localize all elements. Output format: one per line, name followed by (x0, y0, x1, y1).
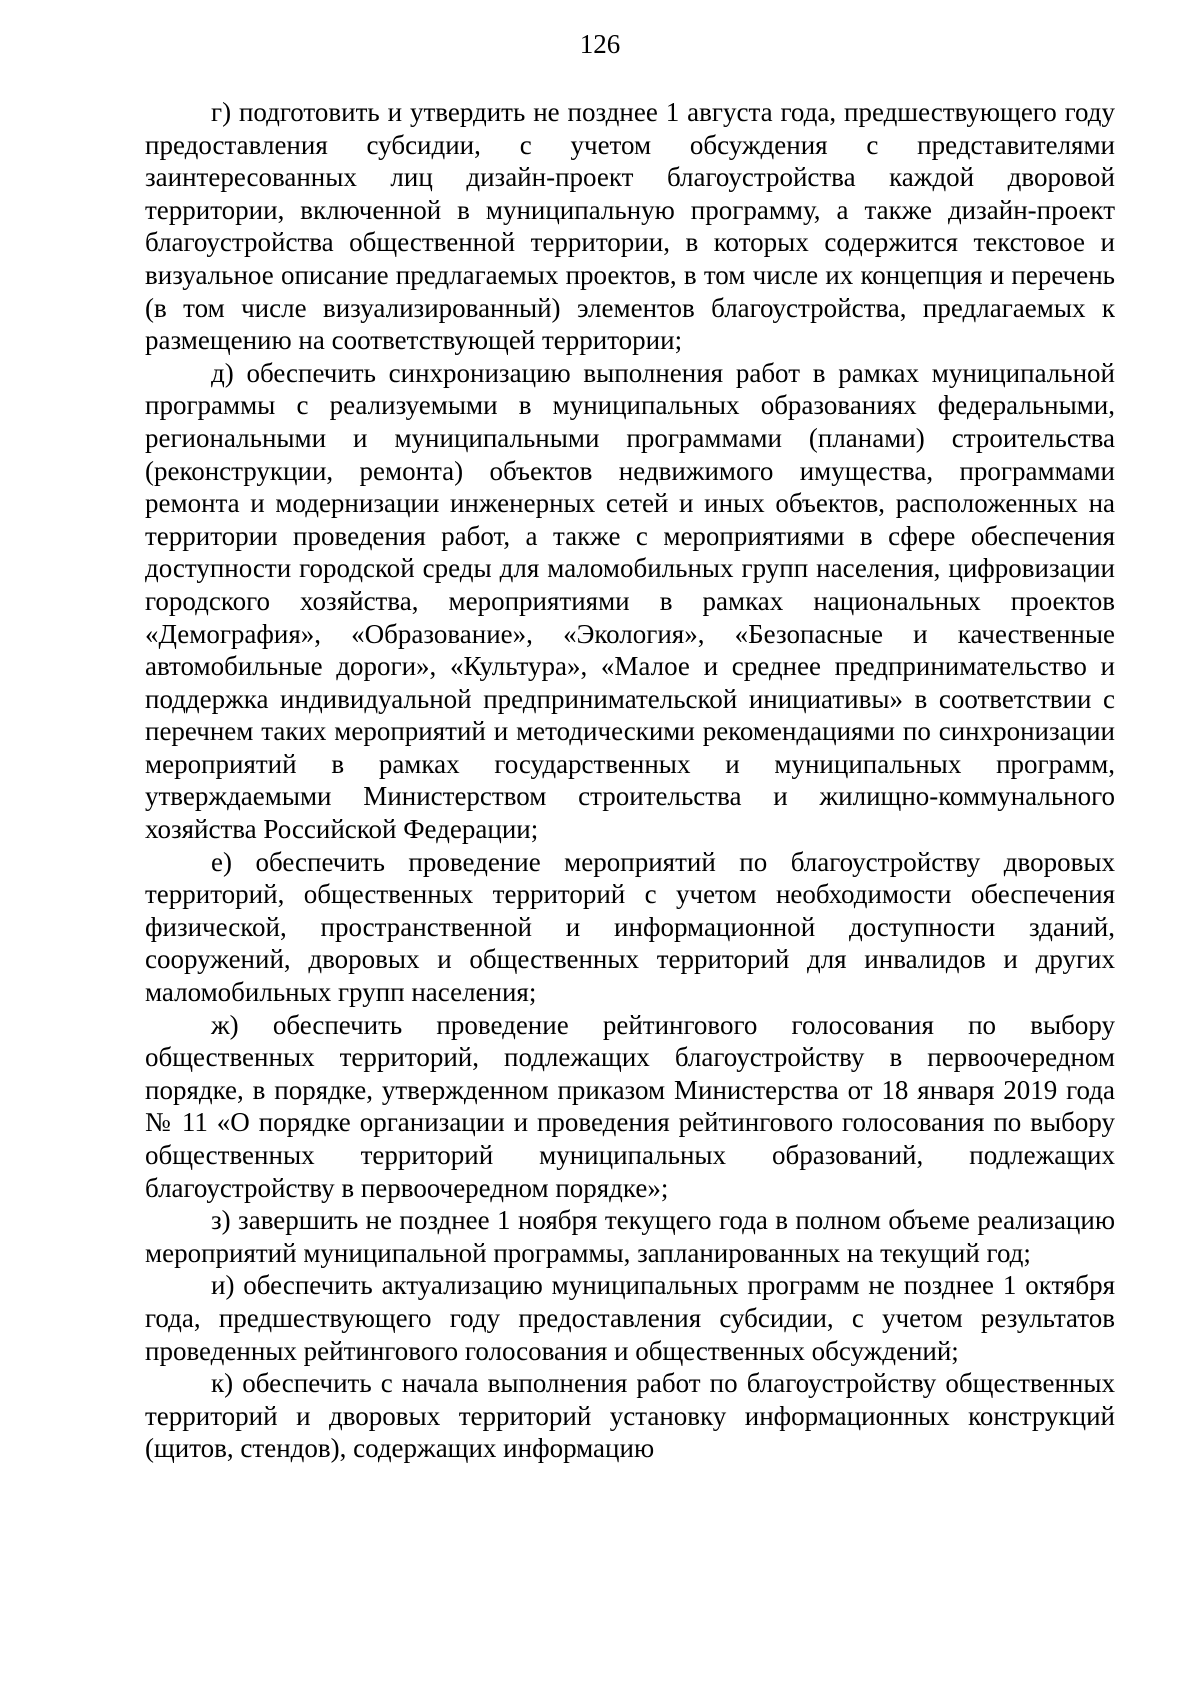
paragraph-zh: ж) обеспечить проведение рейтингового голосования по выбору общественных территорий, подлежащих благоустройству в первоочередном порядке, в порядке, утвержденном приказом Министерства от 18 января 2019 года № 11 «О порядке организации и проведения рейтингового голосования по выбору общественных территорий муниципальных образований, подлежащих благоустройству в первоочередном порядке»; (145, 1009, 1115, 1203)
paragraph-z: з) завершить не позднее 1 ноября текущего года в полном объеме реализацию мероприятий муниципальной программы, запланированных на текущий год; (145, 1205, 1115, 1268)
paragraph-e: е) обеспечить проведение мероприятий по благоустройству дворовых территорий, общественных территорий с учетом необходимости обеспечения физической, пространственной и информационной доступности зданий, сооружений, дворовых и общественных территорий для инвалидов и других маломобильных групп населения; (145, 846, 1115, 1008)
page-number: 126 (579, 29, 621, 59)
paragraph-k: к) обеспечить с начала выполнения работ по благоустройству общественных территорий и дворовых территорий установку информационных конструкций (щитов, стендов), содержащих информацию (145, 1368, 1115, 1464)
document-body (145, 96, 1115, 1465)
paragraph-g: г) подготовить и утвердить не позднее 1 августа года, предшествующего году предоставления субсидии, с учетом обсуждения с представителями заинтересованных лиц дизайн-проект благоустройства каждой дворовой территории, включенной в муниципальную программу, а также дизайн-проект благоустройства общественной территории, в которых содержится текстовое и визуальное описание предлагаемых проектов, в том числе их концепция и перечень (в том числе визуализированный) элементов благоустройства, предлагаемых к размещению на соответствующей территории; (145, 97, 1115, 356)
paragraph-d: д) обеспечить синхронизацию выполнения работ в рамках муниципальной программы с реализуемыми в муниципальных образованиях федеральными, региональными и муниципальными программами (планами) строительства (реконструкции, ремонта) объектов недвижимого имущества, программами ремонта и модернизации инженерных сетей и иных объектов, расположенных на территории проведения работ, а также с мероприятиями в сфере обеспечения доступности городской среды для маломобильных групп населения, цифровизации городского хозяйства, мероприятиями в рамках национальных проектов «Демография», «Образование», «Экология», «Безопасные и качественные автомобильные дороги», «Культура», «Малое и среднее предпринимательство и поддержка индивидуальной предпринимательской инициативы» в соответствии с перечнем таких мероприятий и методическими рекомендациями по синхронизации мероприятий в рамках государственных и муниципальных программ, утверждаемыми Министерством строительства и жилищно-коммунального хозяйства Российской Федерации; (145, 357, 1115, 845)
paragraph-i: и) обеспечить актуализацию муниципальных программ не позднее 1 октября года, предшествующего году предоставления субсидии, с учетом результатов проведенных рейтингового голосования и общественных обсуждений; (145, 1270, 1115, 1366)
